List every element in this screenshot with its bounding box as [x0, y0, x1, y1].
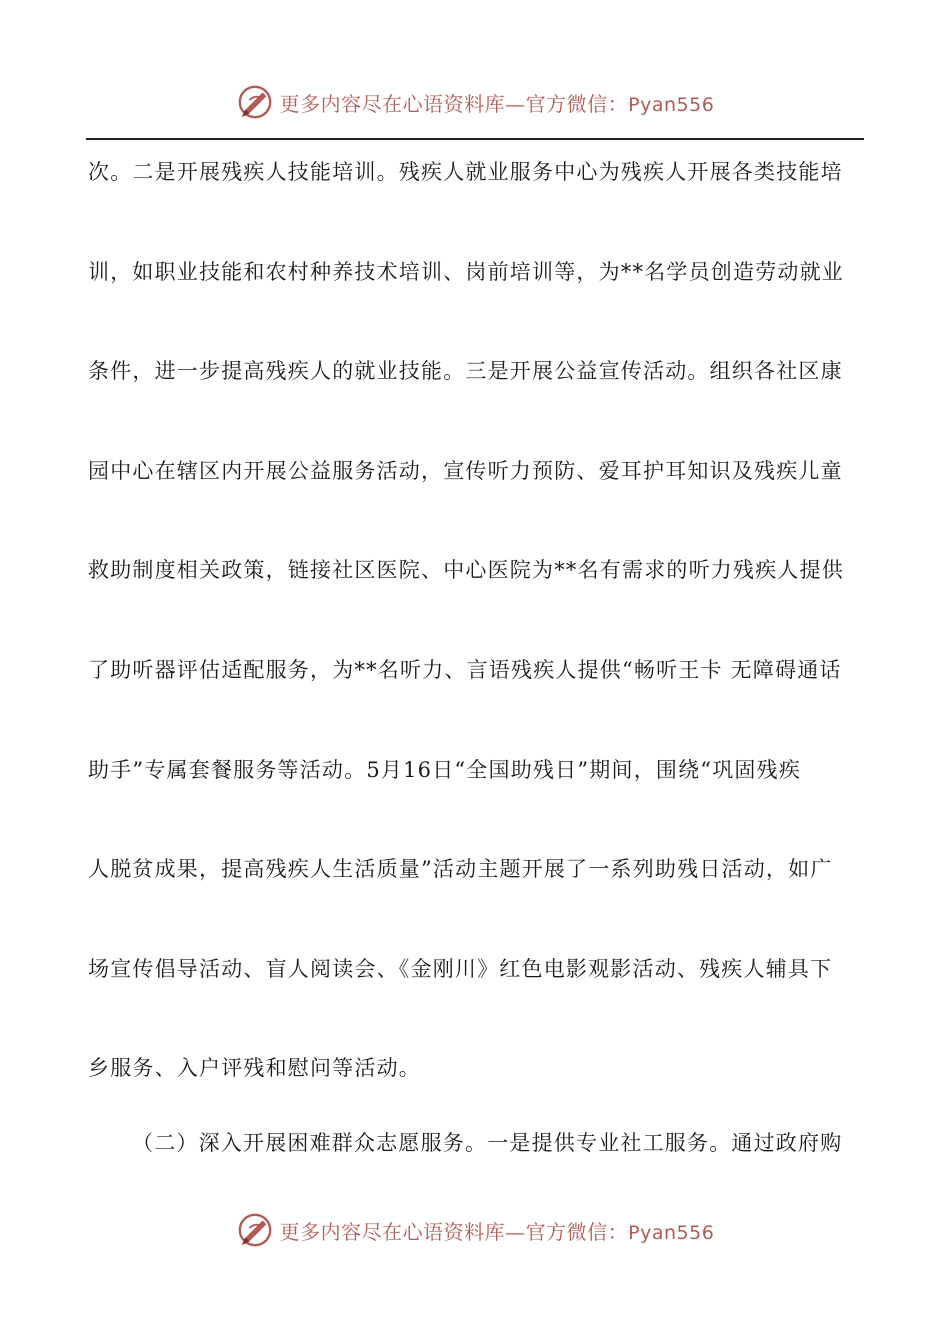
page-footer — [0, 1208, 950, 1252]
body-paragraph-2 — [88, 1113, 858, 1213]
text-line: 次。二是开展残疾人技能培训。残疾人就业服务中心为残疾人开展各类技能培 — [88, 160, 843, 184]
page-header — [0, 80, 950, 124]
body-paragraph-1 — [88, 142, 858, 1138]
text-line: 园中心在辖区内开展公益服务活动，宣传听力预防、爱耳护耳知识及残疾儿童 — [88, 458, 843, 483]
text-line: 助手”专属套餐服务等活动。5月16日“全国助残日”期间，围绕“巩固残疾 — [88, 757, 802, 782]
pen-seal-logo-icon — [236, 1211, 274, 1249]
text-line: 了助听器评估适配服务，为**名听力、言语残疾人提供“畅听王卡 无障碍通话 — [88, 657, 842, 682]
text-line: 救助制度相关政策，链接社区医院、中心医院为**名有需求的听力残疾人提供 — [88, 558, 844, 583]
pen-seal-logo-icon — [236, 83, 274, 121]
header-banner-text: 更多内容尽在心语资料库—官方微信：Pyan556 — [279, 91, 715, 116]
text-line: 场宣传倡导活动、盲人阅读会、《金刚川》红色电影观影活动、残疾人辅具下 — [88, 956, 833, 981]
text-line: 训，如职业技能和农村种养技术培训、岗前培训等，为**名学员创造劳动就业 — [88, 259, 844, 284]
header-divider — [86, 138, 864, 140]
text-line: 条件，进一步提高残疾人的就业技能。三是开展公益宣传活动。组织各社区康 — [88, 359, 843, 384]
text-line: 人脱贫成果，提高残疾人生活质量”活动主题开展了一系列助残日活动，如广 — [88, 857, 833, 882]
text-line: 乡服务、入户评残和慰问等活动。 — [88, 1056, 421, 1081]
footer-banner-text: 更多内容尽在心语资料库—官方微信：Pyan556 — [279, 1219, 715, 1244]
section-heading-line: （二）深入开展困难群众志愿服务。一是提供专业社工服务。通过政府购 — [132, 1131, 843, 1155]
